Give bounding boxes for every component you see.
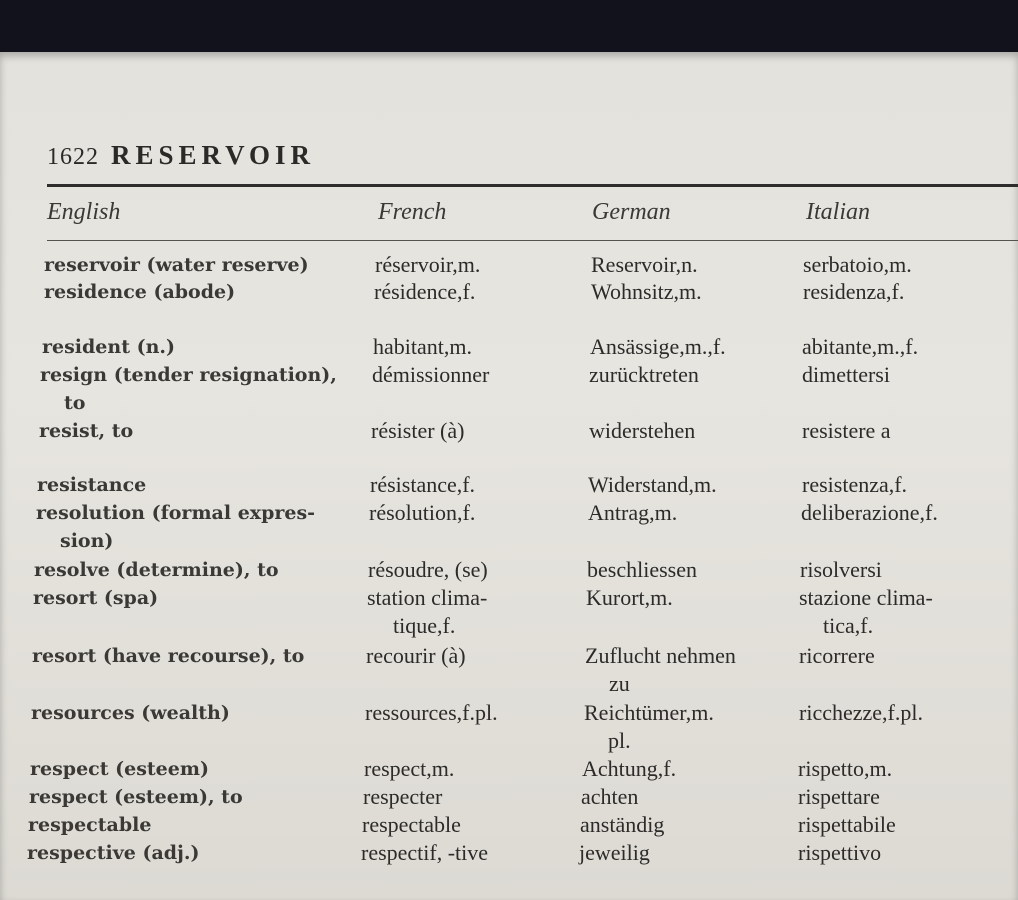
cell-fr-continued: tique,f.: [393, 613, 456, 638]
cell-de: Ansässige,m.,f.: [590, 334, 726, 359]
cell-de: zurücktreten: [589, 362, 699, 387]
cell-en-continued: sion): [60, 530, 114, 552]
cell-de: achten: [581, 784, 639, 809]
guide-word: RESERVOIR: [111, 140, 316, 170]
cell-fr: respecter: [363, 784, 443, 809]
cell-en: resort (have recourse), to: [32, 645, 305, 667]
cell-fr: respectable: [362, 812, 461, 837]
cell-de-continued: pl.: [608, 728, 631, 753]
cell-fr: habitant,m.: [373, 334, 472, 359]
cell-en: resistance: [37, 474, 147, 496]
cell-en: residence (abode): [44, 281, 236, 303]
cell-en: respect (esteem), to: [29, 786, 243, 808]
cell-en: respect (esteem): [30, 758, 209, 780]
cell-it-continued: tica,f.: [823, 613, 874, 638]
cell-it: abitante,m.,f.: [802, 334, 919, 359]
cell-it: serbatoio,m.: [803, 252, 912, 277]
page-header: [47, 140, 315, 176]
cell-fr: respect,m.: [364, 756, 455, 781]
cell-fr: résister (à): [371, 418, 465, 443]
cell-fr: résistance,f.: [370, 472, 476, 497]
page-number: 1622: [47, 144, 99, 170]
cell-de: beschliessen: [587, 557, 697, 582]
cell-de: Wohnsitz,m.: [591, 279, 702, 304]
cell-en-continued: to: [64, 392, 86, 414]
cell-fr: ressources,f.pl.: [365, 700, 498, 725]
cell-it: resistenza,f.: [802, 472, 908, 497]
cell-de: Widerstand,m.: [588, 472, 717, 497]
cell-de: Zuflucht nehmen: [585, 643, 736, 668]
cell-en: reservoir (water reserve): [44, 254, 309, 276]
cell-it: rispettabile: [798, 812, 896, 837]
column-header-english: English: [47, 199, 121, 225]
column-header-rule: [47, 240, 1018, 241]
header-rule: [47, 184, 1018, 187]
cell-it: residenza,f.: [803, 279, 905, 304]
cell-fr: station clima-: [367, 585, 488, 610]
column-header-german: German: [592, 199, 671, 225]
cell-en: resources (wealth): [31, 702, 230, 724]
cell-it: rispettivo: [798, 840, 882, 865]
cell-en: resolve (determine), to: [34, 559, 279, 581]
cell-fr: résidence,f.: [374, 279, 476, 304]
cell-de: Achtung,f.: [582, 756, 677, 781]
cell-en: resolution (formal expres-: [36, 502, 316, 524]
cell-it: dimettersi: [802, 362, 890, 387]
cell-en: resident (n.): [42, 336, 175, 358]
cell-it: resistere a: [802, 418, 891, 443]
cell-it: risolversi: [800, 557, 882, 582]
cell-fr: résoudre, (se): [368, 557, 488, 582]
cell-fr: résolution,f.: [369, 500, 476, 525]
cell-en: resign (tender resignation),: [40, 364, 337, 386]
cell-fr: démissionner: [372, 362, 490, 387]
cell-de: Reservoir,n.: [591, 252, 698, 277]
cell-fr: respectif, -tive: [361, 840, 489, 865]
column-header-italian: Italian: [806, 199, 870, 225]
cell-it: deliberazione,f.: [801, 500, 938, 525]
cell-it: stazione clima-: [799, 585, 933, 610]
cell-it: ricorrere: [799, 643, 875, 668]
cell-fr: réservoir,m.: [375, 252, 481, 277]
cell-de: widerstehen: [589, 418, 696, 443]
cell-de: jeweilig: [579, 840, 650, 865]
cell-de: Antrag,m.: [588, 500, 678, 525]
cell-en: resort (spa): [33, 587, 159, 609]
cell-en: respective (adj.): [27, 842, 200, 864]
cell-it: rispettare: [798, 784, 880, 809]
cell-de: Reichtümer,m.: [584, 700, 714, 725]
cell-en: respectable: [28, 814, 152, 836]
cell-de-continued: zu: [609, 671, 630, 696]
cell-en: resist, to: [39, 420, 134, 442]
cell-it: ricchezze,f.pl.: [799, 700, 923, 725]
column-header-french: French: [378, 199, 447, 225]
cell-de: anständig: [580, 812, 665, 837]
cell-it: rispetto,m.: [798, 756, 893, 781]
cell-fr: recourir (à): [366, 643, 466, 668]
cell-de: Kurort,m.: [586, 585, 673, 610]
